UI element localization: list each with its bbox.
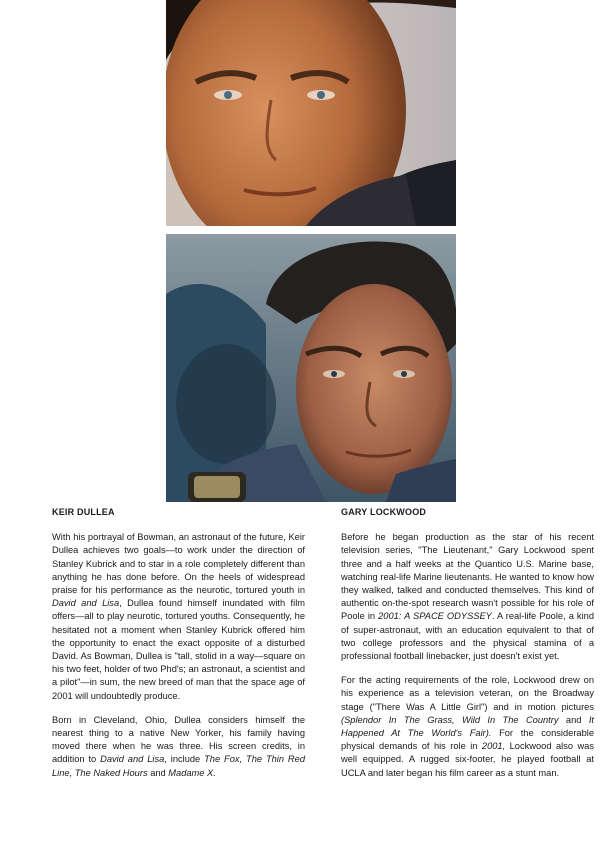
keir-dullea-paragraph-2: Born in Cleveland, Ohio, Dullea considers himself the nearest thing to a native New Yorker, his family having moved there when he was three. His screen credits, in addition to David and Lisa, include The Fox, The Thin Red Line, The Naked Hours and Madame X. [52,714,305,778]
keir-dullea-column [52,506,305,791]
gary-lockwood-heading: GARY LOCKWOOD [341,507,427,517]
keir-dullea-heading: KEIR DULLEA [52,507,115,517]
gary-lockwood-column [341,506,594,791]
keir-dullea-paragraph-1: With his portrayal of Bowman, an astronaut of the future, Keir Dullea achieves two goals—to work under the direction of Stanley Kubrick and to star in a role completely different than anything he has done before. On the heels of widespread praise for his performance as the neurotic, tortured youth in David and Lisa, Dullea found himself inundated with film offers—all to play neurotic, tortured youths. Consequently, he hesitated not a moment when Stanley Kubrick offered him the opportunity to enact the exact opposite of a disturbed David. As Bowman, Dullea is "tall, stolid in a way—square on his two feet, holder of two Phd's; an astronaut, a scientist and a pilot"—in sum, the new breed of man that the space age of 2001 will undoubtedly produce. [52,532,305,701]
keir-dullea-photo [166,0,456,226]
gary-lockwood-paragraph-1: Before he began production as the star of his recent television series, "The Lieutenant," Gary Lockwood spent three and a half weeks at the Quantico U.S. Marine base, watching real-life Marine lieutenants. He wanted to know how they walked, talked and conducted themselves. This kind of authentic on-the-spot research wasn't possible for his role of Poole in 2001: A SPACE ODYSSEY. A real-life Poole, a kind of super-astronaut, with an education equivalent to that of two college professors and the physical stamina of a professional football linebacker, just doesn't exist yet. [341,532,594,662]
gary-lockwood-photo [166,234,456,502]
gary-lockwood-paragraph-2: For the acting requirements of the role, Lockwood drew on his experience as a television veteran, on the Broadway stage ("There Was A Little Girl") and in motion pictures (Splendor In The Grass, Wild In The Country and It Happened At The World's Fair). For the considerable physical demands of his role in 2001, Lockwood also was well equipped. A rugged six-footer, he played football at UCLA and later began his film career as a stunt man. [341,675,594,778]
